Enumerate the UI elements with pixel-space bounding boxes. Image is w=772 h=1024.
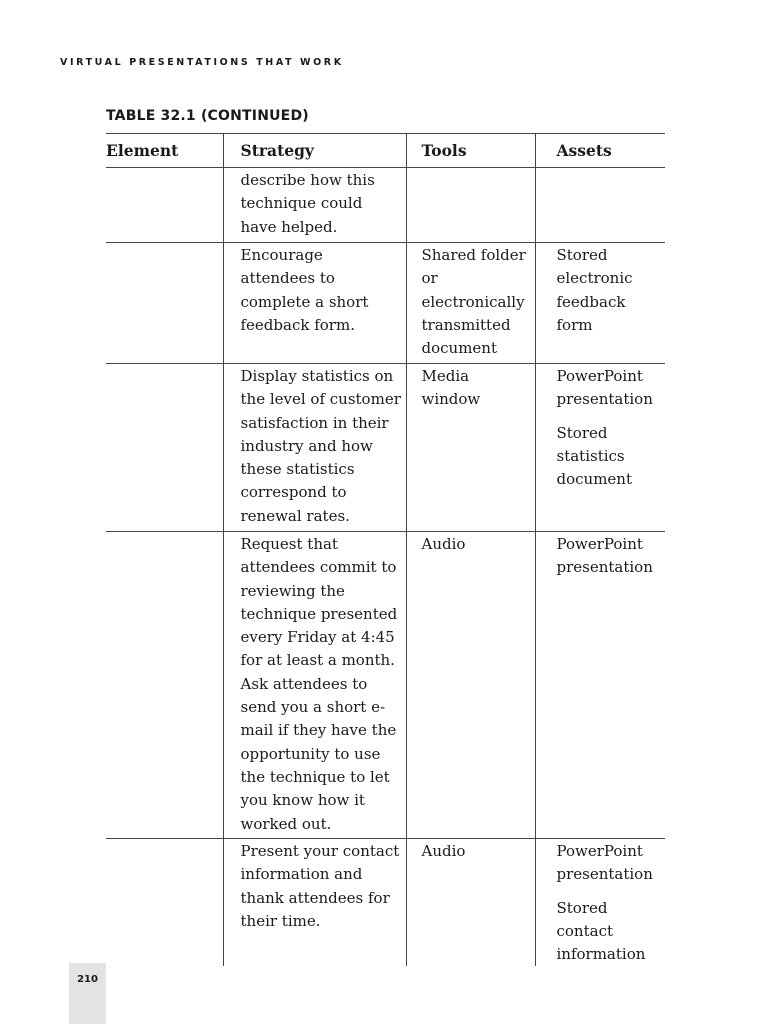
- page-number: 210: [77, 974, 98, 985]
- strategy-cell: Encourage attendees to complete a short feedback form.: [223, 243, 406, 364]
- asset-item: PowerPoint presentation: [556, 535, 653, 577]
- column-header-assets: Assets: [535, 134, 665, 168]
- strategy-cell: Request that attendees commit to reviewing the technique presented every Friday at 4:45 for at least a month. Ask attendees to send you a short e-mail if they have the opportunity to use the technique to let you know how it worked out.: [223, 532, 406, 839]
- element-cell: [106, 243, 223, 364]
- tools-cell: Shared folder or electronically transmitted document: [406, 243, 535, 364]
- element-cell: [106, 168, 223, 243]
- asset-item: Stored contact information: [556, 898, 646, 964]
- column-header-tools: Tools: [406, 134, 535, 168]
- column-header-element: Element: [106, 134, 223, 168]
- strategy-cell: Display statistics on the level of customer satisfaction in their industry and how these statistics correspond to renewal rates.: [223, 364, 406, 532]
- element-cell: [106, 839, 223, 967]
- strategy-table: [106, 133, 665, 966]
- tools-cell: Audio: [406, 839, 535, 967]
- strategy-cell: Present your contact information and thank attendees for their time.: [223, 839, 406, 967]
- column-header-strategy: Strategy: [223, 134, 406, 168]
- element-cell: [106, 364, 223, 532]
- table-row: [106, 168, 665, 243]
- table-row: [106, 364, 665, 532]
- tools-cell: Audio: [406, 532, 535, 839]
- running-head: VIRTUAL PRESENTATIONS THAT WORK: [60, 57, 344, 68]
- assets-cell: [535, 839, 665, 967]
- table-row: [106, 243, 665, 364]
- strategy-cell: describe how this technique could have helped.: [223, 168, 406, 243]
- asset-item: PowerPoint presentation: [556, 367, 653, 409]
- table-caption: TABLE 32.1 (CONTINUED): [106, 108, 309, 124]
- assets-cell: [535, 168, 665, 243]
- assets-cell: [535, 243, 665, 364]
- table-row: [106, 839, 665, 967]
- asset-item: Stored electronic feedback form: [556, 246, 633, 334]
- page-number-tab: [69, 963, 106, 1024]
- element-cell: [106, 532, 223, 839]
- asset-item: Stored statistics document: [556, 423, 632, 489]
- table-row: [106, 532, 665, 839]
- asset-item: PowerPoint presentation: [556, 842, 653, 884]
- assets-cell: [535, 364, 665, 532]
- table-header-row: [106, 134, 665, 168]
- tools-cell: Media window: [406, 364, 535, 532]
- tools-cell: [406, 168, 535, 243]
- assets-cell: [535, 532, 665, 839]
